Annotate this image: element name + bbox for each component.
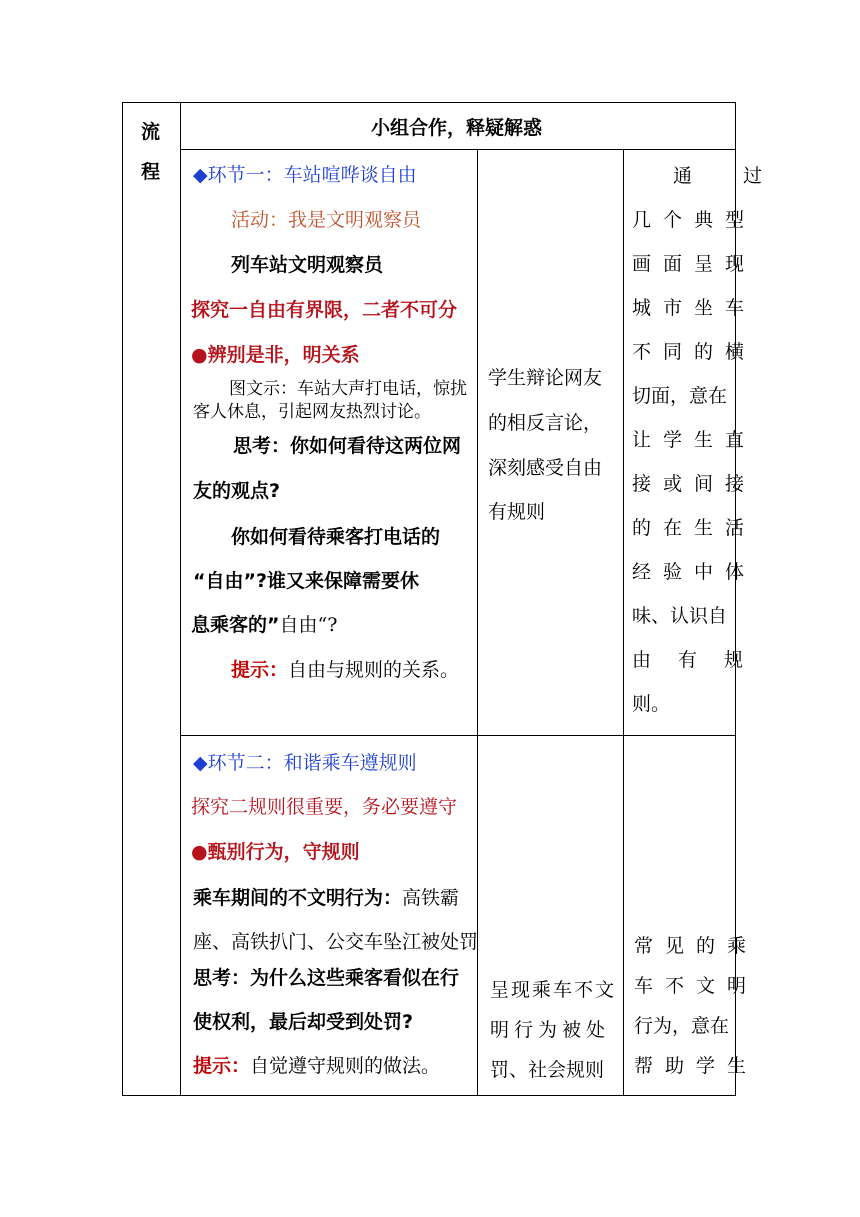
col-divider-3 [623, 149, 624, 1095]
section1-heading: ◆环节一：车站喧哗谈自由 [193, 164, 417, 186]
header-divider [180, 149, 735, 150]
section2-hint-label: 提示： [193, 1055, 251, 1077]
lesson-plan-table [122, 102, 779, 1096]
section2-intent-line1: 常见的乘 [634, 935, 759, 957]
section2-hint [193, 1055, 440, 1077]
section1-explore: 探究一自由有界限，二者不可分 [191, 299, 458, 321]
section1-intent-line10: 经验中体 [632, 561, 757, 583]
section1-question-line1: 你如何看待乘客打电话的 [231, 526, 441, 548]
section1-student-line3: 深刻感受自由 [488, 457, 603, 479]
section1-intent-line9: 的在生活 [632, 517, 757, 539]
section1-hint [231, 659, 459, 681]
section2-behavior-rest: 高铁霸 [402, 887, 460, 909]
section2-think-line2: 使权利，最后却受到处罚? [193, 1011, 414, 1033]
section1-student-line1: 学生辩论网友 [488, 367, 603, 389]
section1-pic-line1: 图文示：车站大声打电话，惊扰 [229, 379, 467, 399]
section1-intent-line6: 切面，意在 [632, 385, 728, 407]
section2-distinguish: ●甄别行为，守规则 [191, 841, 360, 863]
section1-intent-line8: 接或间接 [632, 473, 757, 495]
section1-question-line3-bold: 息乘客的” [191, 614, 280, 636]
section1-question-line3-rest: 自由“? [279, 614, 338, 636]
section1-question-line3 [191, 614, 337, 636]
section1-think-line1: 思考：你如何看待这两位网 [233, 435, 462, 457]
section1-student-line4: 有规则 [488, 501, 546, 523]
col-divider-2 [477, 149, 478, 1095]
table-title: 小组合作，释疑解惑 [371, 117, 543, 139]
flow-label-2: 程 [141, 161, 161, 183]
section1-student-line2: 的相反言论， [488, 412, 603, 434]
section1-question-line2: “自由”?谁又来保障需要休 [193, 570, 419, 592]
section2-think-line1: 思考：为什么这些乘客看似在行 [193, 967, 460, 989]
section2-behavior-label: 乘车期间的不文明行为： [193, 887, 403, 909]
section1-intent-line7: 让学生直 [632, 429, 757, 451]
section2-explore: 探究二规则很重要，务必要遵守 [191, 796, 458, 818]
section1-pic-line2: 客人休息，引起网友热烈讨论。 [193, 402, 431, 422]
section1-intent-line11: 味、认识自 [632, 605, 728, 627]
section2-student-line1: 呈现乘车不文 [490, 979, 617, 1001]
section1-activity: 活动：我是文明观察员 [231, 209, 422, 231]
section1-hint-label: 提示： [231, 659, 289, 681]
section2-heading: ◆环节二：和谐乘车遵规则 [193, 752, 417, 774]
section2-student-line3: 罚、社会规则 [490, 1059, 605, 1081]
section2-behavior-line2: 座、高铁扒门、公交车坠江被处罚 [193, 931, 479, 953]
section1-intent-line3: 画面呈现 [632, 253, 757, 275]
section2-intent-line3: 行为，意在 [634, 1015, 730, 1037]
section2-student-line2: 明行为被处 [490, 1019, 611, 1041]
section1-intent-line1: 通 过 [673, 165, 779, 187]
section1-hint-text: 自由与规则的关系。 [288, 659, 460, 681]
section2-hint-text: 自觉遵守规则的做法。 [250, 1055, 441, 1077]
section1-intent-line12: 由 有 规 [632, 649, 748, 671]
section1-observer: 列车站文明观察员 [231, 254, 384, 276]
section1-intent-line5: 不同的横 [632, 341, 757, 363]
section1-intent-line13: 则。 [632, 693, 671, 715]
section1-intent-line4: 城市坐车 [632, 297, 757, 319]
section2-intent-line4: 帮助学生 [634, 1055, 759, 1077]
flow-label-1: 流 [141, 121, 161, 143]
section1-distinguish: ●辨别是非，明关系 [191, 344, 360, 366]
section2-behavior-line1 [193, 887, 459, 909]
col-divider-1 [180, 103, 181, 1095]
section-divider [180, 735, 735, 736]
section1-intent-line2: 几个典型 [632, 209, 757, 231]
section2-intent-line2: 车不文明 [634, 975, 759, 997]
section1-think-line2: 友的观点? [193, 480, 281, 502]
